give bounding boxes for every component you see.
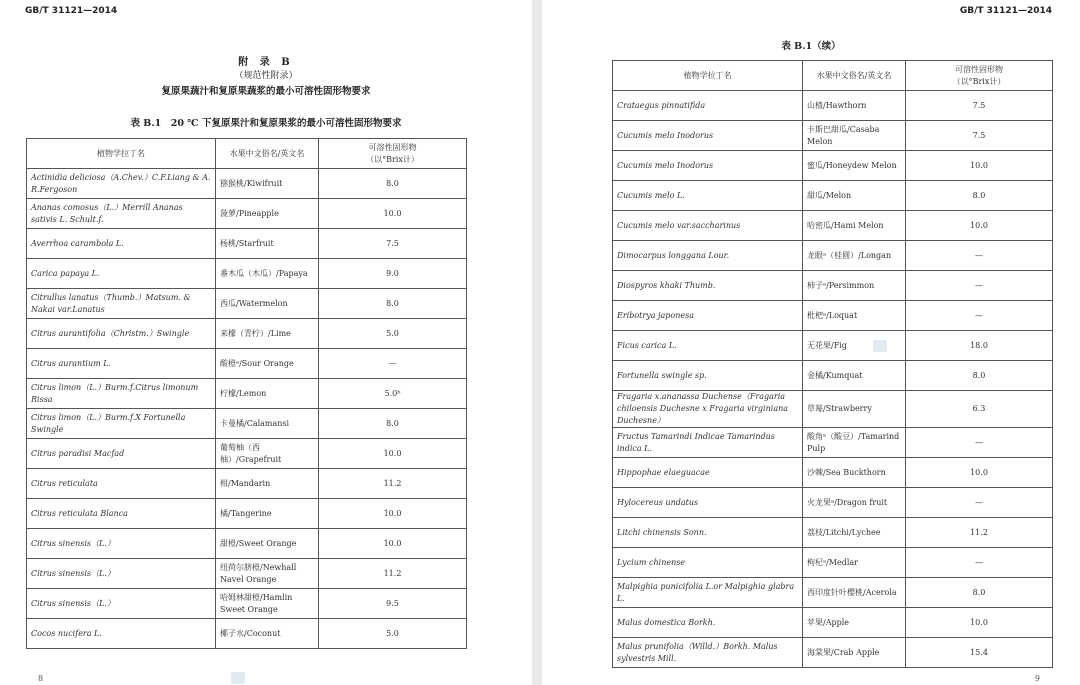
table-row	[613, 91, 1053, 121]
header-latin-name: 植物学拉丁名	[613, 61, 803, 91]
cell-soluble-solids: 7.5	[319, 229, 467, 259]
table-header-row	[613, 61, 1053, 91]
cell-latin-name: Fragaria x.ananassa Duchense（Fragaria chiloensis Duchesne x Fragaria virginiana Duchesne）	[613, 391, 803, 428]
cell-soluble-solids: 11.2	[906, 518, 1053, 548]
cell-common-name: 来檬（青柠）/Lime	[216, 319, 319, 349]
cell-latin-name: Citrus sinensis（L.）	[27, 529, 216, 559]
table-body	[27, 169, 467, 649]
cell-common-name: 椰子水/Coconut	[216, 619, 319, 649]
table-row	[613, 271, 1053, 301]
cell-soluble-solids: 18.0	[906, 331, 1053, 361]
cell-soluble-solids: —	[319, 349, 467, 379]
cell-common-name: 橘/Tangerine	[216, 499, 319, 529]
cell-soluble-solids: 7.5	[906, 91, 1053, 121]
table-row	[613, 518, 1053, 548]
header-solids-line1: 可溶性固形物	[368, 142, 417, 152]
cell-common-name: 葡萄柚（西柚）/Grapefruit	[216, 439, 319, 469]
solids-table-continued	[612, 60, 1053, 668]
table-caption: 表 B.1 20 ℃ 下复原果汁和复原果浆的最小可溶性固形物要求	[130, 118, 402, 129]
watermark-icon	[231, 672, 245, 684]
table-row	[27, 349, 467, 379]
cell-latin-name: Malus prunifolia（Willd.）Borkh. Malus sylvestris Mill.	[613, 638, 803, 668]
cell-soluble-solids: 8.0	[319, 289, 467, 319]
table-row	[613, 241, 1053, 271]
table-row	[613, 361, 1053, 391]
cell-latin-name: Malpighia punicifolia L.or Malpighia glabra L.	[613, 578, 803, 608]
solids-table	[26, 138, 467, 649]
cell-common-name: 酸橙ᵃ/Sour Orange	[216, 349, 319, 379]
cell-common-name: 卡曼橘/Calamansi	[216, 409, 319, 439]
cell-soluble-solids: 15.4	[906, 638, 1053, 668]
header-latin-name: 植物学拉丁名	[27, 139, 216, 169]
header-solids-line1: 可溶性固形物	[955, 64, 1003, 74]
table-row	[613, 608, 1053, 638]
cell-soluble-solids: 9.0	[319, 259, 467, 289]
cell-soluble-solids: 10.0	[906, 211, 1053, 241]
cell-latin-name: Actinidia deliciosa（A.Chev.）C.F.Liang & A. R.Fergoson	[27, 169, 216, 199]
cell-latin-name: Ananas comosus（L.）Merrill Ananas sativis L. Schult.f.	[27, 199, 216, 229]
cell-common-name: 蜜瓜/Honeydew Melon	[803, 151, 906, 181]
cell-soluble-solids: 10.0	[319, 529, 467, 559]
cell-common-name: 杨桃/Starfruit	[216, 229, 319, 259]
page-number: 8	[38, 674, 44, 683]
cell-latin-name: Hippophae elaeguacae	[613, 458, 803, 488]
cell-common-name: 甜瓜/Melon	[803, 181, 906, 211]
cell-latin-name: Diospyros khaki Thumb.	[613, 271, 803, 301]
standard-code: GB/T 31121—2014	[25, 6, 118, 16]
cell-soluble-solids: 9.5	[319, 589, 467, 619]
cell-latin-name: Citrus limon（L.）Burm.f.Citrus limonum Rissa	[27, 379, 216, 409]
header-soluble-solids	[906, 61, 1053, 91]
cell-common-name: 哈姆林甜橙/Hamlin Sweet Orange	[216, 589, 319, 619]
cell-soluble-solids: —	[906, 241, 1053, 271]
cell-latin-name: Citrullus lanatus（Thumb.）Matsum. & Nakai var.Lanatus	[27, 289, 216, 319]
cell-common-name: 西瓜/Watermelon	[216, 289, 319, 319]
cell-common-name: 金橘/Kumquat	[803, 361, 906, 391]
cell-latin-name: Citrus paradisi Macfad	[27, 439, 216, 469]
table-row	[27, 529, 467, 559]
cell-soluble-solids: 7.5	[906, 121, 1053, 151]
cell-soluble-solids: —	[906, 301, 1053, 331]
cell-latin-name: Cucumis melo L.	[613, 181, 803, 211]
cell-common-name: 苹果/Apple	[803, 608, 906, 638]
cell-latin-name: Malus domestica Borkh.	[613, 608, 803, 638]
cell-soluble-solids: 5.0ᵇ	[319, 379, 467, 409]
cell-soluble-solids: 8.0	[906, 181, 1053, 211]
cell-common-name: 甜橙/Sweet Orange	[216, 529, 319, 559]
cell-latin-name: Citrus reticulata	[27, 469, 216, 499]
appendix-title: 附 录 B	[238, 57, 294, 68]
cell-latin-name: Citrus aurantium L.	[27, 349, 216, 379]
page-number: 9	[1034, 674, 1040, 683]
header-common-name: 水果中文俗名/英文名	[216, 139, 319, 169]
cell-latin-name: Eribotrya japonesa	[613, 301, 803, 331]
table-row	[27, 619, 467, 649]
right-page	[542, 0, 1080, 685]
cell-soluble-solids: —	[906, 548, 1053, 578]
table-row	[27, 229, 467, 259]
cell-common-name: 无花果/Fig	[803, 331, 906, 361]
cell-common-name: 柠檬/Lemon	[216, 379, 319, 409]
table-row	[27, 499, 467, 529]
cell-soluble-solids: 10.0	[319, 199, 467, 229]
header-solids-line2: （以°Brix计）	[952, 76, 1006, 86]
cell-soluble-solids: 10.0	[906, 151, 1053, 181]
table-row	[613, 211, 1053, 241]
cell-common-name: 山楂/Hawthorn	[803, 91, 906, 121]
cell-soluble-solids: —	[906, 428, 1053, 458]
cell-common-name: 海棠果/Crab Apple	[803, 638, 906, 668]
cell-soluble-solids: 8.0	[906, 361, 1053, 391]
cell-latin-name: Dimocarpus longgana Lour.	[613, 241, 803, 271]
table-row	[27, 259, 467, 289]
cell-latin-name: Averrhoa carambola L.	[27, 229, 216, 259]
cell-common-name: 酸角ᵃ（酸豆）/Tamarind Pulp	[803, 428, 906, 458]
cell-common-name: 西印度针叶樱桃/Acerola	[803, 578, 906, 608]
appendix-type: （规范性附录）	[234, 71, 298, 81]
cell-latin-name: Cucumis melo Inodorus	[613, 121, 803, 151]
cell-soluble-solids: —	[906, 271, 1053, 301]
cell-common-name: 猕猴桃/Kiwifruit	[216, 169, 319, 199]
cell-latin-name: Citrus reticulata Blanca	[27, 499, 216, 529]
table-row	[613, 301, 1053, 331]
table-row	[613, 391, 1053, 428]
standard-code: GB/T 31121—2014	[959, 6, 1052, 16]
table-row	[613, 151, 1053, 181]
table-row	[27, 469, 467, 499]
cell-latin-name: Citrus limon（L.）Burm.f.X Fortunella Swingle	[27, 409, 216, 439]
table-row	[27, 559, 467, 589]
table-row	[27, 289, 467, 319]
cell-common-name: 哈密瓜/Hami Melon	[803, 211, 906, 241]
table-row	[27, 409, 467, 439]
table-row	[613, 428, 1053, 458]
table-row	[613, 488, 1053, 518]
header-solids-line2: （以°Brix计）	[366, 154, 419, 164]
watermark-icon	[873, 340, 887, 352]
cell-soluble-solids: 10.0	[319, 439, 467, 469]
cell-latin-name: Citrus sinensis（L.）	[27, 589, 216, 619]
cell-common-name: 卡斯巴甜瓜/Casaba Melon	[803, 121, 906, 151]
cell-latin-name: Cucumis melo var.saccharinus	[613, 211, 803, 241]
cell-common-name: 柑/Mandarin	[216, 469, 319, 499]
cell-soluble-solids: 6.3	[906, 391, 1053, 428]
cell-soluble-solids: 8.0	[319, 169, 467, 199]
cell-common-name: 纽荷尔脐橙/Newhall Navel Orange	[216, 559, 319, 589]
table-row	[613, 548, 1053, 578]
appendix-description: 复原果蔬汁和复原果蔬浆的最小可溶性固形物要求	[161, 86, 371, 97]
table-row	[613, 638, 1053, 668]
header-common-name: 水果中文俗名/英文名	[803, 61, 906, 91]
table-row	[27, 319, 467, 349]
cell-soluble-solids: 11.2	[319, 469, 467, 499]
cell-common-name: 草莓/Strawberry	[803, 391, 906, 428]
table-row	[613, 458, 1053, 488]
table-row	[27, 199, 467, 229]
cell-latin-name: Citrus aurantifolia（Christm.）Swingle	[27, 319, 216, 349]
cell-common-name: 沙棘/Sea Buckthorn	[803, 458, 906, 488]
table-row	[613, 121, 1053, 151]
cell-common-name: 番木瓜（木瓜）/Papaya	[216, 259, 319, 289]
cell-latin-name: Lycium chinense	[613, 548, 803, 578]
cell-latin-name: Litchi chinensis Sonn.	[613, 518, 803, 548]
cell-common-name: 火龙果ᵃ/Dragon fruit	[803, 488, 906, 518]
cell-soluble-solids: 8.0	[319, 409, 467, 439]
cell-soluble-solids: 5.0	[319, 319, 467, 349]
cell-latin-name: Hylocereus undatus	[613, 488, 803, 518]
cell-latin-name: Cucumis melo Inodorus	[613, 151, 803, 181]
table-body	[613, 91, 1053, 668]
table-caption-continued: 表 B.1（续）	[781, 41, 841, 52]
cell-latin-name: Fructus Tamarindi Indicae Tamarindus indica L.	[613, 428, 803, 458]
cell-common-name: 枇杷ᵃ/Loquat	[803, 301, 906, 331]
cell-soluble-solids: 11.2	[319, 559, 467, 589]
cell-common-name: 柿子ᵃ/Persimmon	[803, 271, 906, 301]
table-row	[613, 578, 1053, 608]
cell-common-name: 枸杞ᵃ/Medlar	[803, 548, 906, 578]
cell-latin-name: Crataegus pinnatifida	[613, 91, 803, 121]
cell-soluble-solids: 10.0	[906, 458, 1053, 488]
cell-latin-name: Fortunella swingle sp.	[613, 361, 803, 391]
header-soluble-solids	[319, 139, 467, 169]
cell-soluble-solids: 10.0	[906, 608, 1053, 638]
cell-soluble-solids: 5.0	[319, 619, 467, 649]
table-row	[27, 439, 467, 469]
cell-soluble-solids: 10.0	[319, 499, 467, 529]
cell-common-name: 荔枝/Litchi/Lychee	[803, 518, 906, 548]
cell-latin-name: Ficus carica L.	[613, 331, 803, 361]
table-row	[27, 589, 467, 619]
table-row	[613, 181, 1053, 211]
left-page	[0, 0, 532, 685]
cell-latin-name: Citrus sinensis（L.）	[27, 559, 216, 589]
table-header-row	[27, 139, 467, 169]
cell-common-name: 菠萝/Pineapple	[216, 199, 319, 229]
cell-latin-name: Cocos nucifera L.	[27, 619, 216, 649]
cell-latin-name: Carica papaya L.	[27, 259, 216, 289]
cell-soluble-solids: 8.0	[906, 578, 1053, 608]
table-row	[27, 379, 467, 409]
table-row	[27, 169, 467, 199]
cell-common-name: 龙眼ᵃ（桂圆）/Longan	[803, 241, 906, 271]
table-row	[613, 331, 1053, 361]
cell-soluble-solids: —	[906, 488, 1053, 518]
